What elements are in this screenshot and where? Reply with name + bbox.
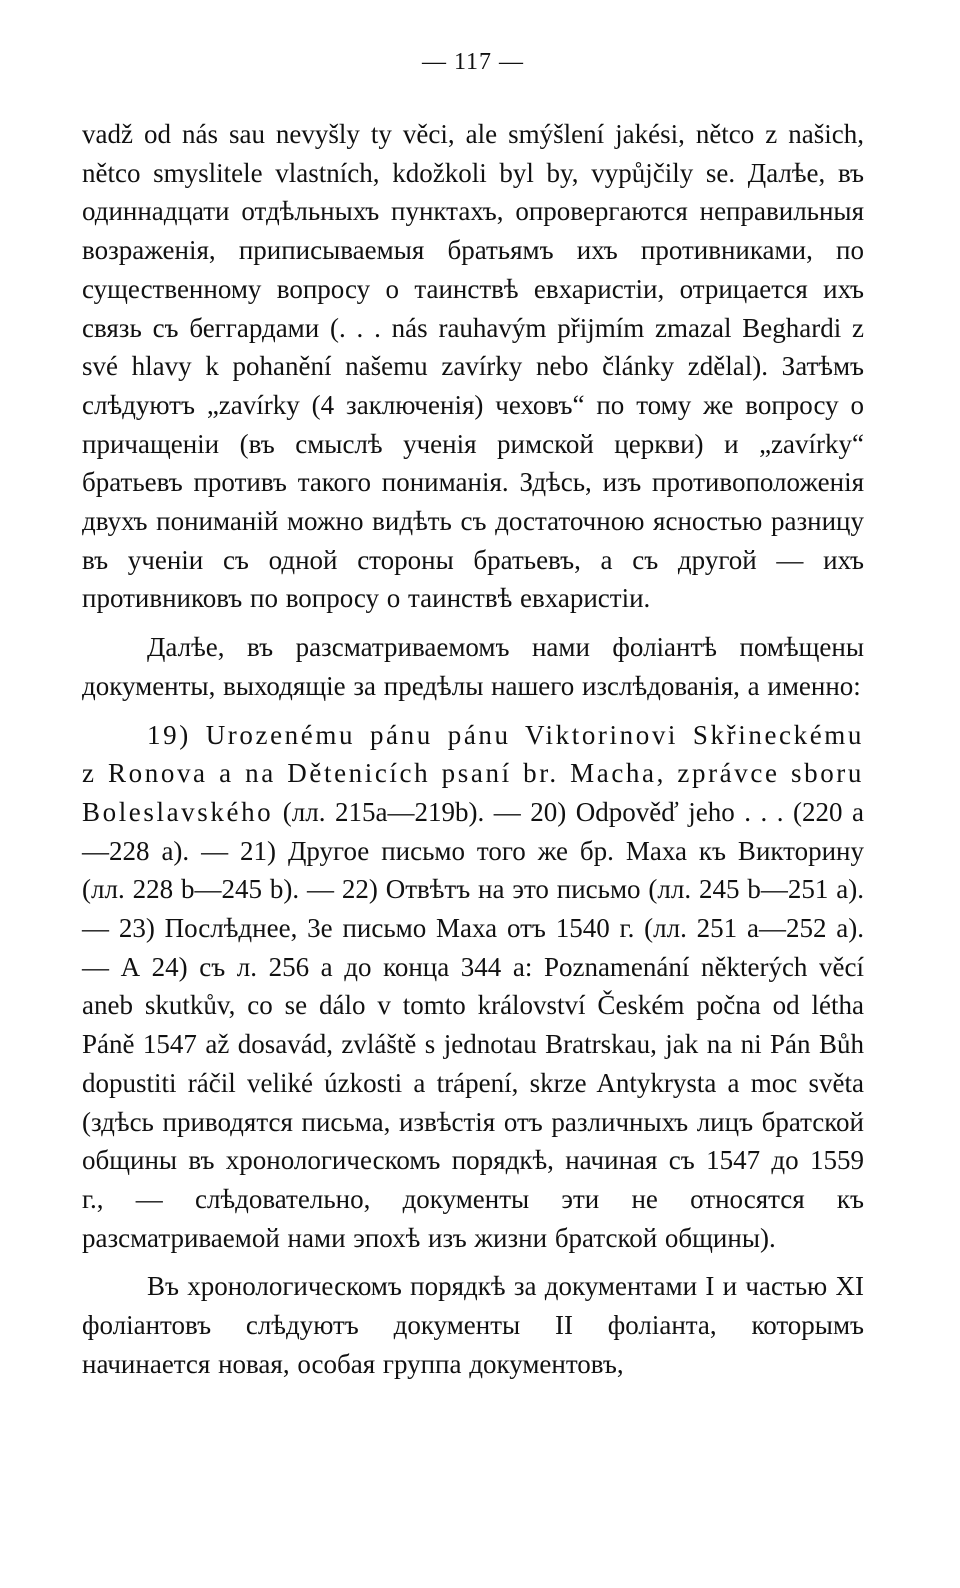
page-number: — 117 — — [421, 49, 525, 75]
paragraph-3-body: (лл. 215а—219b). — 20) Odpověď jeho . . . (220 а—228 а). — 21) Другое письмо того же бр. Маха къ Викторину (лл. 228 b—245 b). — 22) Отвѣтъ на это письмо (лл. 245 b—251 а). — 23) Послѣднее, 3е письмо Маха отъ 1540 г. (лл. 251 а—252 а). — А 24) съ л. 256 а до конца 344 а: Poznamenání některých věcí aneb skutkův, co se dálo v tomto království Českém počna od létha Páně 1547 až dosavád, zvláště s jednotau Bratrskau, jak na ni Pán Bůh dopustiti ráčil veliké úzkosti a trápení, skrze Antykrysta a moc světa (здѣсь приводятся письма, извѣстія отъ различныхъ лицъ братской общины въ хронологическомъ порядкѣ, начиная съ 1547 до 1559 г., — слѣдовательно, документы эти не относятся къ разсматриваемой нами эпохѣ изъ жизни братской общины). — [82, 796, 864, 1253]
paragraph-2: Далѣе, въ разсматриваемомъ нами фоліантѣ помѣщены документы, выходящіе за предѣлы нашего изслѣдованія, а именно: — [82, 632, 864, 701]
paragraph-1: vadž od nás sau nevyšly ty věci, ale smýšlení jakési, nětco z našich, nětco smyslitele vlastních, kdožkoli byl by, vypůjčily se. Далѣе, въ одиннадцати отдѣльныхъ пунктахъ, опровергаются неправильныя возраженія, приписываемыя братьямъ ихъ противниками, по существенному вопросу о таинствѣ евхаристіи, отрицается ихъ связь съ беггардами (. . . nás rauhavým přijmím zmazal Beghardi z své hlavy k pohanění našemu zavírky nebo články zdělal). Затѣмъ слѣдуютъ „zavírky (4 заключенія) чеховъ“ по тому же вопросу о причащеніи (въ смыслѣ ученія римской церкви) и „zavírky“ братьевъ противъ такого пониманія. Здѣсь, изъ противоположенія двухъ пониманій можно видѣть съ достаточною ясностью разницу въ ученіи съ одной стороны братьевъ, а съ другой — ихъ противниковъ по вопросу о таинствѣ евхаристіи. — [82, 119, 864, 614]
paragraph-4: Въ хронологическомъ порядкѣ за документами I и частью XI фоліантовъ слѣдуютъ документы II фоліанта, которымъ начинается новая, особая группа документовъ, — [82, 1271, 864, 1379]
paragraph-3 — [82, 716, 864, 1258]
spaced-letter-title: 19) Urozenému pánu pánu Viktorinovi Skřineckému z Ronova a na Dětenicích psaní br. Macha, zprávce sboru Boleslavského — [82, 719, 864, 827]
book-page — [82, 44, 864, 1384]
